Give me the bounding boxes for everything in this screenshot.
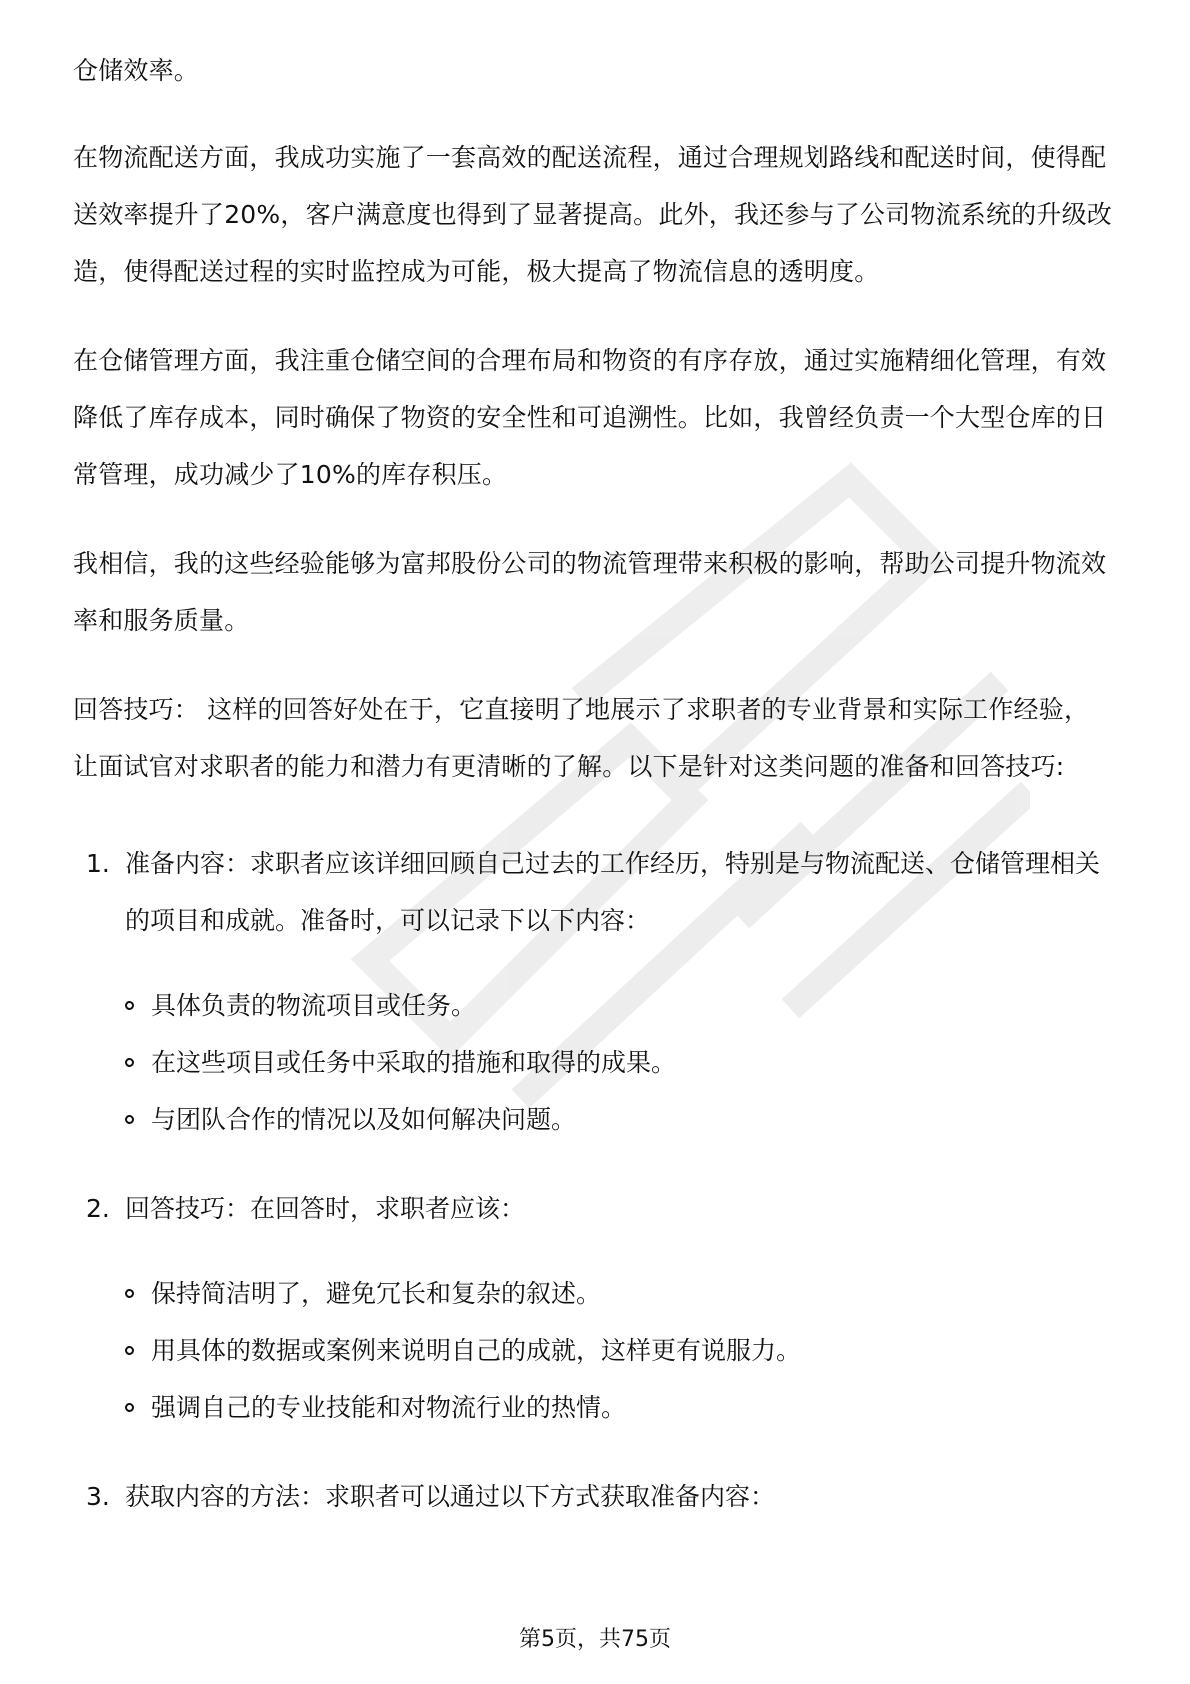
paragraph: 在物流配送方面，我成功实施了一套高效的配送流程，通过合理规划路线和配送时间，使得配送效率提升了20%，客户满意度也得到了显著提高。此外，我还参与了公司物流系统的升级改造，使得配送过程的实时监控成为可能，极大提高了物流信息的透明度。 [73, 143, 1112, 286]
paragraph: 回答技巧： 这样的回答好处在于，它直接明了地展示了求职者的专业背景和实际工作经验，让面试官对求职者的能力和潜力有更清晰的了解。以下是针对这类问题的准备和回答技巧: [73, 695, 1090, 781]
bullet-text: 在这些项目或任务中采取的措施和取得的成果。 [151, 1048, 677, 1077]
bullet-text: 用具体的数据或案例来说明自己的成就，这样更有说服力。 [151, 1336, 802, 1365]
bullet-item [125, 1322, 1113, 1379]
bullet-icon [125, 1403, 134, 1412]
bullet-item [125, 1091, 1113, 1148]
list-item-text: 获取内容的方法：求职者可以通过以下方式获取准备内容： [125, 1482, 776, 1511]
bullet-item [125, 1265, 1113, 1322]
bullet-item [125, 1034, 1113, 1091]
list-item [73, 1180, 1113, 1436]
bullet-item [125, 977, 1113, 1034]
list-item [73, 1468, 1113, 1525]
bullet-icon [125, 1289, 134, 1298]
page-footer: 第5页，共75页 [519, 1627, 671, 1652]
bullet-text: 强调自己的专业技能和对物流行业的热情。 [151, 1393, 627, 1422]
bullet-list [125, 1265, 1113, 1436]
list-number: 1. [86, 849, 110, 878]
bullet-text: 具体负责的物流项目或任务。 [151, 991, 477, 1020]
paragraph: 我相信，我的这些经验能够为富邦股份公司的物流管理带来积极的影响，帮助公司提升物流效率和服务质量。 [73, 549, 1107, 635]
bullet-text: 与团队合作的情况以及如何解决问题。 [151, 1105, 577, 1134]
list-item [73, 835, 1113, 1148]
bullet-icon [125, 1115, 134, 1124]
list-number: 3. [86, 1482, 110, 1511]
paragraph: 仓储效率。 [73, 56, 200, 85]
paragraph: 在仓储管理方面，我注重仓储空间的合理布局和物资的有序存放，通过实施精细化管理，有效降低了库存成本，同时确保了物资的安全性和可追溯性。比如，我曾经负责一个大型仓库的日常管理，成功减少了10%的库存积压。 [73, 346, 1107, 489]
list-number: 2. [86, 1194, 110, 1223]
bullet-item [125, 1379, 1113, 1436]
bullet-icon [125, 1001, 134, 1010]
bullet-list [125, 977, 1113, 1148]
bullet-icon [125, 1346, 134, 1355]
bullet-icon [125, 1058, 134, 1067]
document-content [73, 42, 1113, 1557]
list-item-text: 回答技巧：在回答时，求职者应该： [125, 1194, 526, 1223]
numbered-list [73, 835, 1113, 1525]
bullet-text: 保持简洁明了，避免冗长和复杂的叙述。 [151, 1279, 602, 1308]
list-item-text: 准备内容：求职者应该详细回顾自己过去的工作经历，特别是与物流配送、仓储管理相关的项目和成就。准备时，可以记录下以下内容： [125, 849, 1101, 935]
